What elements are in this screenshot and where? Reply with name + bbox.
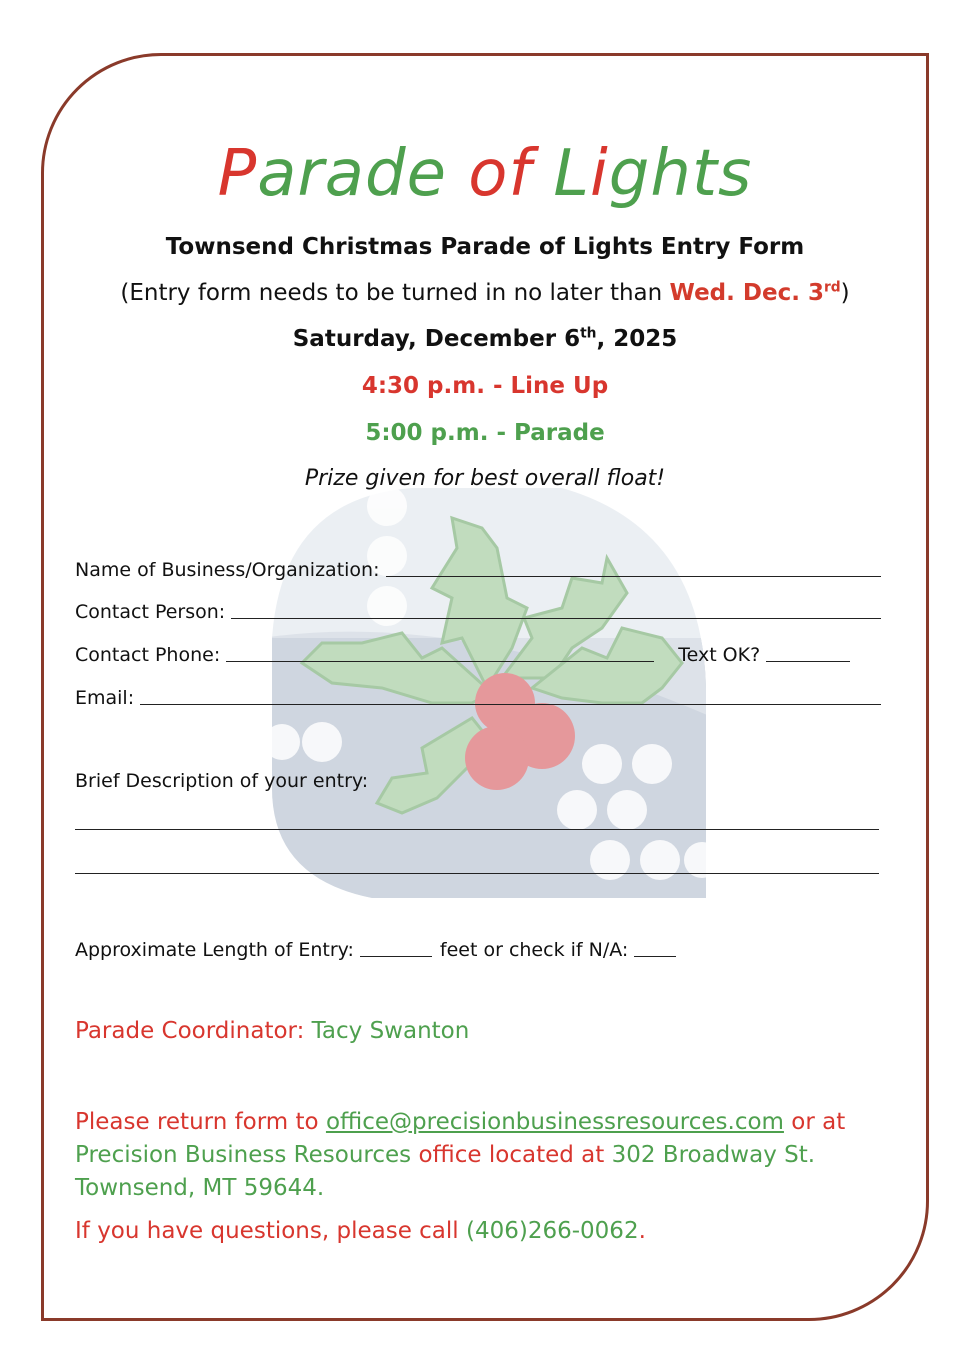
length-label: Approximate Length of Entry: [75,939,354,961]
business-label: Name of Business/Organization: [75,559,380,581]
email-input-line[interactable] [140,690,881,705]
contact-person-field[interactable] [75,593,881,623]
length-input-line[interactable] [360,942,432,957]
parade-time: 5:00 p.m. - Parade [365,420,605,446]
email-field[interactable] [75,679,881,709]
description-line-2[interactable] [75,873,879,874]
contact-person-label: Contact Person: [75,601,226,623]
contact-phone-label: Contact Phone: [75,644,221,666]
return-instructions: Please return form to office@precisionbusinessresources.com or at Precision Business Resources office located at 302 Broadway St. Townsend, MT 59644. [75,1109,846,1201]
business-field[interactable] [75,551,881,581]
event-date: Saturday, December 6th, 2025 [292,325,678,352]
feet-label: feet or check if N/A: [439,939,629,961]
title-part: i [589,137,609,211]
title-part: P [217,137,258,211]
contact-phone-input-line[interactable] [226,647,654,662]
length-field[interactable] [75,931,676,961]
coordinator-name: Tacy Swanton [311,1018,470,1044]
office-address: 302 Broadway St. Townsend, MT 59644. [75,1142,816,1201]
description-field [75,762,881,792]
contact-person-input-line[interactable] [231,604,881,619]
return-email-link[interactable]: office@precisionbusinessresources.com [325,1109,784,1135]
business-input-line[interactable] [386,562,881,577]
na-check-line[interactable] [634,942,676,957]
description-label: Brief Description of your entry: [75,770,369,792]
title-part: L [553,137,590,211]
coordinator [75,1018,469,1044]
text-ok-label: Text OK? [678,644,761,666]
email-label: Email: [75,687,135,709]
title-part: ghts [608,137,753,211]
description-line-1[interactable] [75,829,879,830]
phone-number[interactable]: (406)266-0062 [466,1218,639,1244]
title-part: of [468,137,554,211]
questions-line: If you have questions, please call (406)266-0062. [75,1218,646,1244]
contact-phone-field[interactable] [75,636,881,666]
page-title [41,137,929,211]
prize-note: Prize given for best overall float! [304,466,666,491]
title-part: arade [257,137,469,211]
form-subtitle: Townsend Christmas Parade of Lights Entry Form [165,234,805,260]
business-name: Precision Business Resources [75,1142,412,1168]
deadline-note: (Entry form needs to be turned in no later than Wed. Dec. 3rd) [120,279,850,306]
lineup-time: 4:30 p.m. - Line Up [361,373,609,399]
text-ok-input-line[interactable] [766,647,850,662]
coordinator-label: Parade Coordinator: [75,1018,305,1044]
